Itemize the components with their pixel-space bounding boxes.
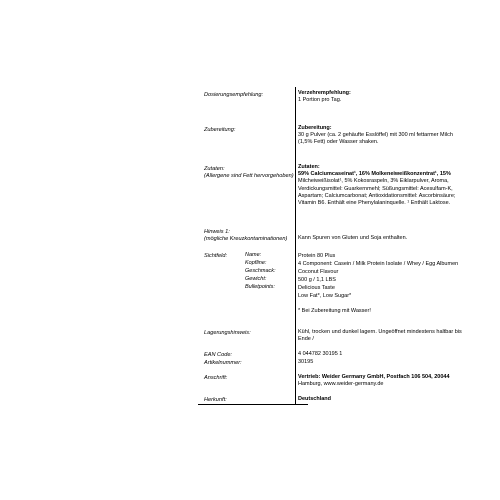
label-ean: EAN Code: (204, 352, 232, 358)
key-gewicht: Gewicht: (245, 276, 267, 282)
heading-zutaten: Zutaten: (298, 164, 320, 170)
value-hinweis (298, 235, 468, 242)
text-zutaten-line: 59% Calciumcaseinat¹, 16% Molkeneiweißkonzentrat¹, 15% (298, 171, 451, 178)
key-bulletpoints: Bulletpoints: (245, 284, 275, 290)
value-sichtfeld (298, 252, 488, 315)
text-zubereitung-line: 30 g Pulver (ca. 2 gehäufte Esslöffel) mit 300 ml fettarmer Milch (298, 132, 453, 139)
value-artikelnummer: 30195 (298, 359, 314, 365)
text-zutaten-line: Milcheiweißisolat¹, 5% Kokosraspeln, 3% Eiklarpulver, Aroma, (298, 178, 449, 185)
text-zutaten-line: Verdickungsmittel: Guarkernmehl; Süßungsmittel: Acesulfam-K, (298, 185, 453, 192)
label-hinweis-title: Hinweis 1: (204, 229, 230, 235)
value-zubereitung (298, 125, 468, 147)
text-bulletpoint: Delicious Taste (298, 285, 335, 291)
label-herkunft: Herkunft: (204, 397, 227, 403)
text-bulletpoint: Low Fat*, Low Sugar* (298, 293, 352, 299)
column-divider (295, 87, 296, 404)
value-dosierung (298, 90, 468, 104)
label-sichtfeld: Sichtfeld: (204, 253, 228, 259)
label-zutaten-title: Zutaten: (204, 166, 225, 172)
text-zubereitung-line: (1,5% Fett) oder Wasser shaken. (298, 139, 379, 146)
text-vertrieb: Vertrieb: Weider Germany GmbH, Postfach 106 504, 20044 (298, 374, 450, 380)
label-dosierung: Dosierungsempfehlung: (204, 92, 264, 98)
key-geschmack: Geschmack: (245, 268, 276, 274)
label-artikelnummer: Artikelnummer: (204, 360, 242, 366)
label-zutaten (204, 166, 292, 180)
label-lagerung: Lagerungshinweis: (204, 330, 251, 336)
value-ean: 4 044782 30195 1 (298, 351, 343, 357)
text-dosierung: 1 Portion pro Tag. (298, 97, 342, 104)
text-hinweis: Kann Spuren von Gluten und Soja enthalten. (298, 235, 408, 241)
heading-zubereitung: Zubereitung: (298, 125, 332, 131)
text-address: Hamburg, www.weider-germany.de (298, 381, 384, 388)
label-hinweis-sub: (mögliche Kreuzkontaminationen) (204, 236, 288, 242)
label-zutaten-sub: (Allergene sind Fett hervorgehoben) (204, 173, 294, 179)
text-gewicht: 500 g / 1,1 LBS (298, 277, 336, 283)
key-kopfline: Kopfline: (245, 260, 267, 266)
text-lagerung-line: Kühl, trocken und dunkel lagern. Ungeöffnet mindestens haltbar bis (298, 329, 462, 335)
value-lagerung (298, 329, 468, 343)
label-hinweis (204, 229, 292, 243)
bottom-rule (198, 404, 308, 405)
key-name: Name: (245, 252, 262, 258)
text-footnote: * Bei Zubereitung mit Wasser! (298, 308, 371, 314)
heading-verzehrempfehlung: Verzehrempfehlung: (298, 90, 351, 96)
text-geschmack: Coconut Flavour (298, 269, 339, 275)
text-zutaten-line: Aspartam; Calciumcarbonat; Antioxidationsmittel: Ascorbinsäure; (298, 192, 456, 199)
label-anschrift: Anschrift: (204, 375, 228, 381)
text-name: Protein 80 Plus (298, 253, 336, 259)
text-zutaten-line: Vitamin B6. Enthält eine Phenylalaninquelle. ¹ Enthält Laktose. (298, 200, 451, 207)
value-herkunft: Deutschland (298, 396, 332, 402)
value-anschrift (298, 374, 468, 388)
value-zutaten (298, 164, 468, 207)
text-lagerung-line: Ende / (298, 336, 314, 343)
label-zubereitung: Zubereitung: (204, 127, 236, 133)
text-kopfline: 4 Component: Casein / Milk Protein Isolate / Whey / Egg Albumen (298, 261, 459, 267)
